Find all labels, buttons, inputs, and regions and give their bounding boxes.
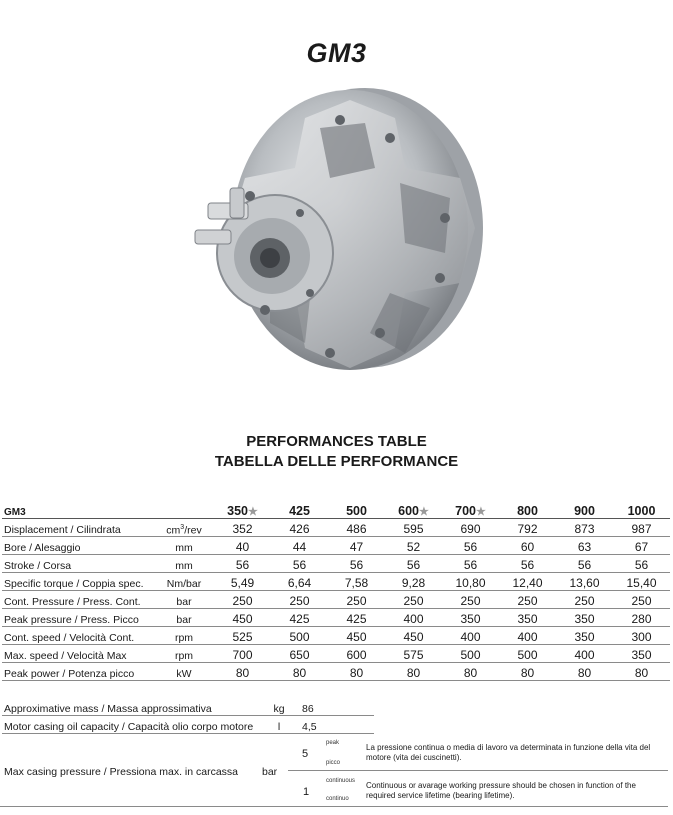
table-heading-it: TABELLA DELLE PERFORMANCE (214, 453, 459, 470)
column-header (385, 499, 442, 519)
table-cell: 400 (499, 627, 556, 645)
table-cell: 350 (613, 645, 670, 663)
column-header (613, 499, 670, 519)
row-label: Cont. Pressure / Press. Cont. (2, 591, 154, 609)
table-cell: 600 (328, 645, 385, 663)
table-cell: 350 (556, 609, 613, 627)
column-header (442, 499, 499, 519)
table-cell: 56 (271, 555, 328, 573)
extra-label: Motor casing oil capacity / Capacità olio corpo motore (2, 716, 258, 734)
row-label: Max. speed / Velocità Max (2, 645, 154, 663)
table-cell: 250 (613, 591, 670, 609)
extra-unit: kg (258, 698, 300, 716)
extra-row (2, 716, 374, 734)
unit-superscript: 3 (180, 523, 185, 531)
table-heading-en: PERFORMANCES TABLE (246, 433, 427, 450)
table-cell: 450 (328, 627, 385, 645)
table-cell: 56 (442, 537, 499, 555)
table-cell: 425 (328, 609, 385, 627)
model-label: GM3 (2, 499, 154, 519)
divider (0, 806, 290, 807)
page-title: GM3 (306, 38, 367, 68)
column-header-label: 700 (455, 504, 476, 518)
table-row (2, 627, 670, 645)
divider (288, 770, 668, 771)
row-unit: bar (154, 591, 214, 609)
performance-table (2, 499, 670, 681)
extra-value: 86 (300, 698, 374, 716)
table-cell: 9,28 (385, 573, 442, 591)
continuous-label-it: continuo (326, 796, 349, 802)
table-cell: 80 (556, 663, 613, 681)
table-cell: 595 (385, 519, 442, 537)
row-label: Peak pressure / Press. Picco (2, 609, 154, 627)
table-cell: 56 (499, 555, 556, 573)
peak-label-it: picco (326, 760, 341, 766)
table-cell: 56 (328, 555, 385, 573)
table-cell: 80 (442, 663, 499, 681)
column-header-label: 900 (574, 504, 595, 518)
table-cell: 60 (499, 537, 556, 555)
row-unit: rpm (154, 645, 214, 663)
unit-base: cm (166, 524, 181, 536)
table-cell: 40 (214, 537, 271, 555)
table-cell: 700 (214, 645, 271, 663)
table-cell: 12,40 (499, 573, 556, 591)
table-cell: 67 (613, 537, 670, 555)
table-cell: 352 (214, 519, 271, 537)
table-cell: 500 (442, 645, 499, 663)
table-cell: 300 (613, 627, 670, 645)
column-header-label: 1000 (627, 504, 656, 518)
column-header-label: 800 (517, 504, 538, 518)
table-cell: 47 (328, 537, 385, 555)
table-cell: 44 (271, 537, 328, 555)
row-unit: bar (154, 609, 214, 627)
table-cell: 690 (442, 519, 499, 537)
table-cell: 80 (328, 663, 385, 681)
table-cell: 250 (499, 591, 556, 609)
extra-unit: l (258, 716, 300, 734)
table-cell: 350 (556, 627, 613, 645)
row-unit: mm (154, 555, 214, 573)
max-casing-label: Max casing pressure / Pressiona max. in carcassa (4, 766, 239, 778)
extra-specs-table (2, 698, 374, 734)
row-label: Peak power / Potenza picco (2, 663, 154, 681)
row-label: Displacement / Cilindrata (2, 519, 154, 537)
column-header (271, 499, 328, 519)
max-casing-pressure-row (0, 736, 673, 808)
table-cell: 575 (385, 645, 442, 663)
table-cell: 350 (499, 609, 556, 627)
table-cell: 52 (385, 537, 442, 555)
table-cell: 792 (499, 519, 556, 537)
table-row (2, 609, 670, 627)
table-cell: 250 (328, 591, 385, 609)
row-unit (154, 519, 214, 537)
table-cell: 250 (385, 591, 442, 609)
table-row (2, 663, 670, 681)
continuous-note: Continuous or avarage working pressure should be chosen in function of the required service lifetime (bearing lifetime). (366, 781, 636, 800)
star-icon: ★ (247, 506, 258, 518)
continuous-value: 1 (303, 786, 310, 798)
table-cell: 400 (385, 609, 442, 627)
row-label: Bore / Alesaggio (2, 537, 154, 555)
column-header (214, 499, 271, 519)
table-cell: 56 (385, 555, 442, 573)
extra-row (2, 698, 374, 716)
column-header-label: 500 (346, 504, 367, 518)
column-header-label: 600 (398, 504, 419, 518)
table-cell: 13,60 (556, 573, 613, 591)
table-cell: 525 (214, 627, 271, 645)
table-cell: 15,40 (613, 573, 670, 591)
table-header-row (2, 499, 670, 519)
star-icon: ★ (418, 506, 429, 518)
hydraulic-motor-image (190, 78, 490, 388)
row-label: Stroke / Corsa (2, 555, 154, 573)
peak-label-en: peak (326, 740, 340, 746)
table-cell: 6,64 (271, 573, 328, 591)
column-header (328, 499, 385, 519)
table-cell: 5,49 (214, 573, 271, 591)
row-label: Cont. speed / Velocità Cont. (2, 627, 154, 645)
table-row (2, 519, 670, 537)
table-cell: 500 (499, 645, 556, 663)
table-cell: 10,80 (442, 573, 499, 591)
divider (288, 806, 668, 807)
table-cell: 80 (499, 663, 556, 681)
column-header (556, 499, 613, 519)
table-cell: 80 (613, 663, 670, 681)
table-cell: 250 (214, 591, 271, 609)
row-unit: rpm (154, 627, 214, 645)
table-cell: 80 (214, 663, 271, 681)
table-cell: 280 (613, 609, 670, 627)
table-cell: 63 (556, 537, 613, 555)
table-cell: 80 (271, 663, 328, 681)
column-header (499, 499, 556, 519)
table-row (2, 645, 670, 663)
peak-value: 5 (302, 748, 309, 760)
row-unit: Nm/bar (154, 573, 214, 591)
star-icon: ★ (475, 506, 486, 518)
table-cell: 650 (271, 645, 328, 663)
row-unit: kW (154, 663, 214, 681)
table-cell: 987 (613, 519, 670, 537)
table-cell: 873 (556, 519, 613, 537)
row-unit: mm (154, 537, 214, 555)
table-row (2, 591, 670, 609)
extra-label: Approximative mass / Massa approssimativa (2, 698, 258, 716)
continuous-label-en: continuous (326, 778, 356, 784)
unit-header (154, 499, 214, 519)
column-header-label: 425 (289, 504, 310, 518)
table-cell: 400 (556, 645, 613, 663)
table-cell: 450 (385, 627, 442, 645)
table-cell: 56 (214, 555, 271, 573)
peak-note: La pressione continua o media di lavoro va determinata in funzione della vita del motore (vita dei cuscinetti). (366, 743, 651, 762)
table-cell: 500 (271, 627, 328, 645)
max-casing-unit: bar (262, 766, 278, 778)
table-row (2, 555, 670, 573)
table-cell: 7,58 (328, 573, 385, 591)
column-header-label: 350 (227, 504, 248, 518)
table-cell: 400 (442, 627, 499, 645)
table-cell: 350 (442, 609, 499, 627)
table-cell: 486 (328, 519, 385, 537)
table-cell: 425 (271, 609, 328, 627)
table-cell: 250 (556, 591, 613, 609)
table-row (2, 537, 670, 555)
table-cell: 56 (442, 555, 499, 573)
table-cell: 80 (385, 663, 442, 681)
table-cell: 250 (442, 591, 499, 609)
table-cell: 450 (214, 609, 271, 627)
table-cell: 426 (271, 519, 328, 537)
table-row (2, 573, 670, 591)
table-cell: 56 (613, 555, 670, 573)
extra-value: 4,5 (300, 716, 374, 734)
table-cell: 56 (556, 555, 613, 573)
row-label: Specific torque / Coppia spec. (2, 573, 154, 591)
table-cell: 250 (271, 591, 328, 609)
unit-rest: /rev (184, 524, 202, 536)
